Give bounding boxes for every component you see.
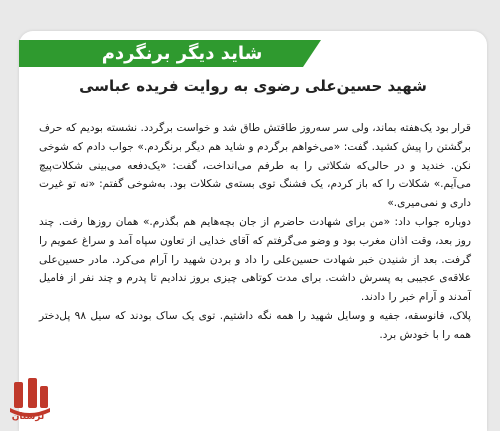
- article-card: [19, 31, 487, 431]
- article-title: شاید دیگر برنگردم: [101, 43, 263, 64]
- logo-word: لرستان: [11, 412, 45, 422]
- article-body: [39, 119, 471, 345]
- article-subtitle: شهید حسین‌علی رضوی به روایت فریده عباسی: [79, 77, 427, 95]
- paragraph-2: دوباره جواب داد: «من برای شهادت حاضرم از جان بچه‌هایم هم بگذرم.» همان روزها رفت. چند روز بعد، وقت اذان مغرب بود و وضو می‌گرفتم که آقای خدایی از تعاون سپاه آمد و سراغ عمویم را گرفت. بعد از شنیدن خبر شهادت حسین‌علی را داد و بردن شهید را آرام می‌کرد. مادر حسین‌علی علاقه‌ی عجیبی به پسرش داشت. برای مدت کوتاهی چیزی بروز ندادیم تا پدرم و چند نفر از فامیل آمدند و آرام خبر را دادند.: [39, 215, 471, 304]
- paragraph-3: پلاک، فانوسقه، جفیه و وسایل شهید را همه نگه داشتیم. توی یک ساک بودند که سیل ۹۸ پل‌دختر همه را با خودش برد.: [39, 309, 471, 341]
- paragraph-1: قرار بود یک‌هفته بماند، ولی سر سه‌روز طاقتش طاق شد و خواست برگردد. نشسته بودیم که حرف برگشتن را پیش کشید. گفت: «می‌خواهم برگردم و شاید هم دیگر برنگردم.» جواب دادم که شوخی نکن. خندید و در حالی‌که شکلاتی را به طرفم می‌انداخت، گفت: «یک‌دفعه می‌بینی شکلات‌پیچ می‌آیم.» شکلات را که باز کردم، یک فشنگ توی بسته‌ی شکلات بود. به‌شوخی گفتم: «نه تو غیرت داری و نمی‌میری.»: [39, 122, 471, 210]
